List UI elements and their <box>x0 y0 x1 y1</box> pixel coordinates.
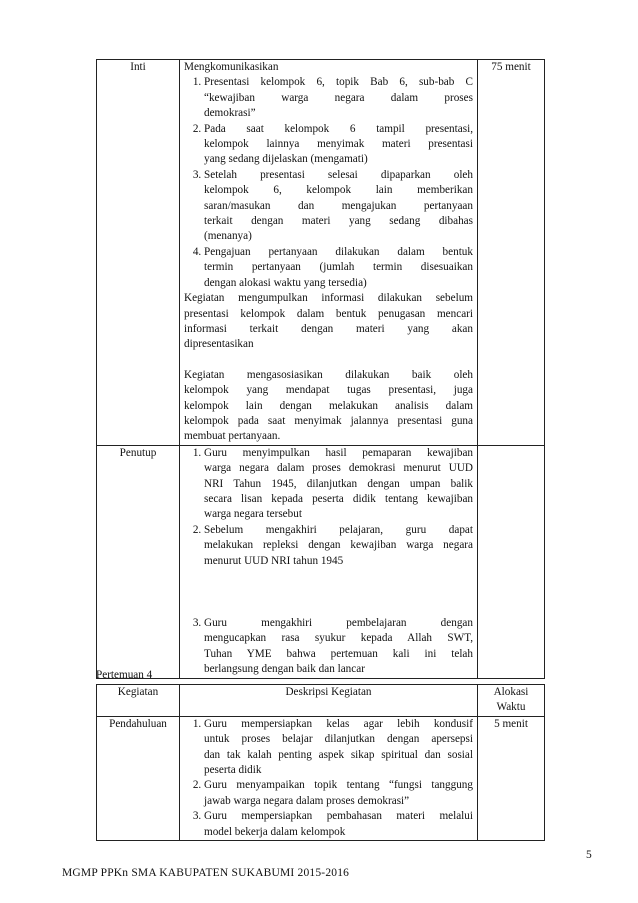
time-allocation-cell: 5 menit <box>478 716 545 840</box>
activity-table-meeting-4 <box>96 684 545 841</box>
activity-label-cell: Pendahuluan <box>97 716 180 840</box>
list-item: 3. Guru mengakhiri pembelajaran dengan mengucapkan rasa syukur kepada Allah SWT, Tuhan YME bahwa pertemuan kali ini telah berlangsung dengan baik dan lancar <box>204 616 473 678</box>
list-item: 2. Pada saat kelompok 6 tampil presentasi, kelompok lainnya menyimak materi presentasi yang sedang dijelaskan (mengamati) <box>204 122 473 168</box>
penutup-steps-list <box>184 446 473 678</box>
column-header-alokasi: Alokasi Waktu <box>478 685 545 717</box>
pendahuluan-steps-list <box>184 717 473 840</box>
list-item: 4. Pengajuan pertanyaan dilakukan dalam bentuk termin pertanyaan (jumlah termin disesuaikan dengan alokasi waktu yang tersedia) <box>204 245 473 291</box>
time-allocation-cell <box>478 445 545 678</box>
list-item: 1. Guru menyimpulkan hasil pemaparan kewajiban warga negara dalam proses demokrasi menurut UUD NRI Tahun 1945, dilanjutkan dengan umpan balik secara lisan kepada peserta didik tentang kewajiban warga negara tersebut <box>204 446 473 523</box>
activity-table-meeting-3 <box>96 59 545 679</box>
meeting-heading: Pertemuan 4 <box>96 669 153 681</box>
activity-label-cell: Penutup <box>97 445 180 678</box>
inti-steps-list <box>184 75 473 291</box>
list-item: 3. Setelah presentasi selesai dipaparkan oleh kelompok 6, kelompok lain memberikan saran/masukan dan mengajukan pertanyaan terkait dengan materi yang sedang dibahas (menanya) <box>204 168 473 245</box>
activity-label-cell: Inti <box>97 60 180 446</box>
description-heading: Mengkomunikasikan <box>184 61 279 73</box>
paragraph-mengasosiasikan: Kegiatan mengasosiasikan dilakukan baik oleh kelompok yang mendapat tugas presentasi, juga kelompok lain dengan melakukan analisis dalam kelompok pada saat menyimak jalannya presentasi guna membuat pertanyaan. <box>184 368 473 443</box>
column-header-deskripsi: Deskripsi Kegiatan <box>180 685 478 717</box>
activity-description-cell <box>180 445 478 678</box>
table-header-row <box>97 685 545 717</box>
list-item: 1. Guru mempersiapkan kelas agar lebih kondusif untuk proses belajar dilanjutkan dengan apersepsi dan tak kalah penting aspek sikap spiritual dan sosial peserta didik <box>204 717 473 779</box>
table-row-penutup <box>97 445 545 678</box>
page-footer: MGMP PPKn SMA KABUPATEN SUKABUMI 2015-2016 <box>62 867 350 879</box>
table-row-inti <box>97 60 545 446</box>
activity-description-cell <box>180 60 478 446</box>
time-allocation-cell: 75 menit <box>478 60 545 446</box>
list-item: 1. Presentasi kelompok 6, topik Bab 6, sub-bab C “kewajiban warga negara dalam proses demokrasi” <box>204 75 473 121</box>
table-row-pendahuluan <box>97 716 545 840</box>
column-header-kegiatan: Kegiatan <box>97 685 180 717</box>
page-number: 5 <box>586 849 592 861</box>
list-item: 3. Guru mempersiapkan pembahasan materi melalui model bekerja dalam kelompok <box>204 809 473 840</box>
paragraph-mengumpulkan: Kegiatan mengumpulkan informasi dilakukan sebelum presentasi kelompok dalam bentuk penugasan mencari informasi terkait dengan materi yang akan dipresentasikan <box>184 292 473 351</box>
list-item: 2. Guru menyampaikan topik tentang “fungsi tanggung jawab warga negara dalam proses demokrasi” <box>204 778 473 809</box>
list-item: 2. Sebelum mengakhiri pelajaran, guru dapat melakukan repleksi dengan kewajiban warga negara menurut UUD NRI tahun 1945 <box>204 523 473 616</box>
activity-description-cell <box>180 716 478 840</box>
